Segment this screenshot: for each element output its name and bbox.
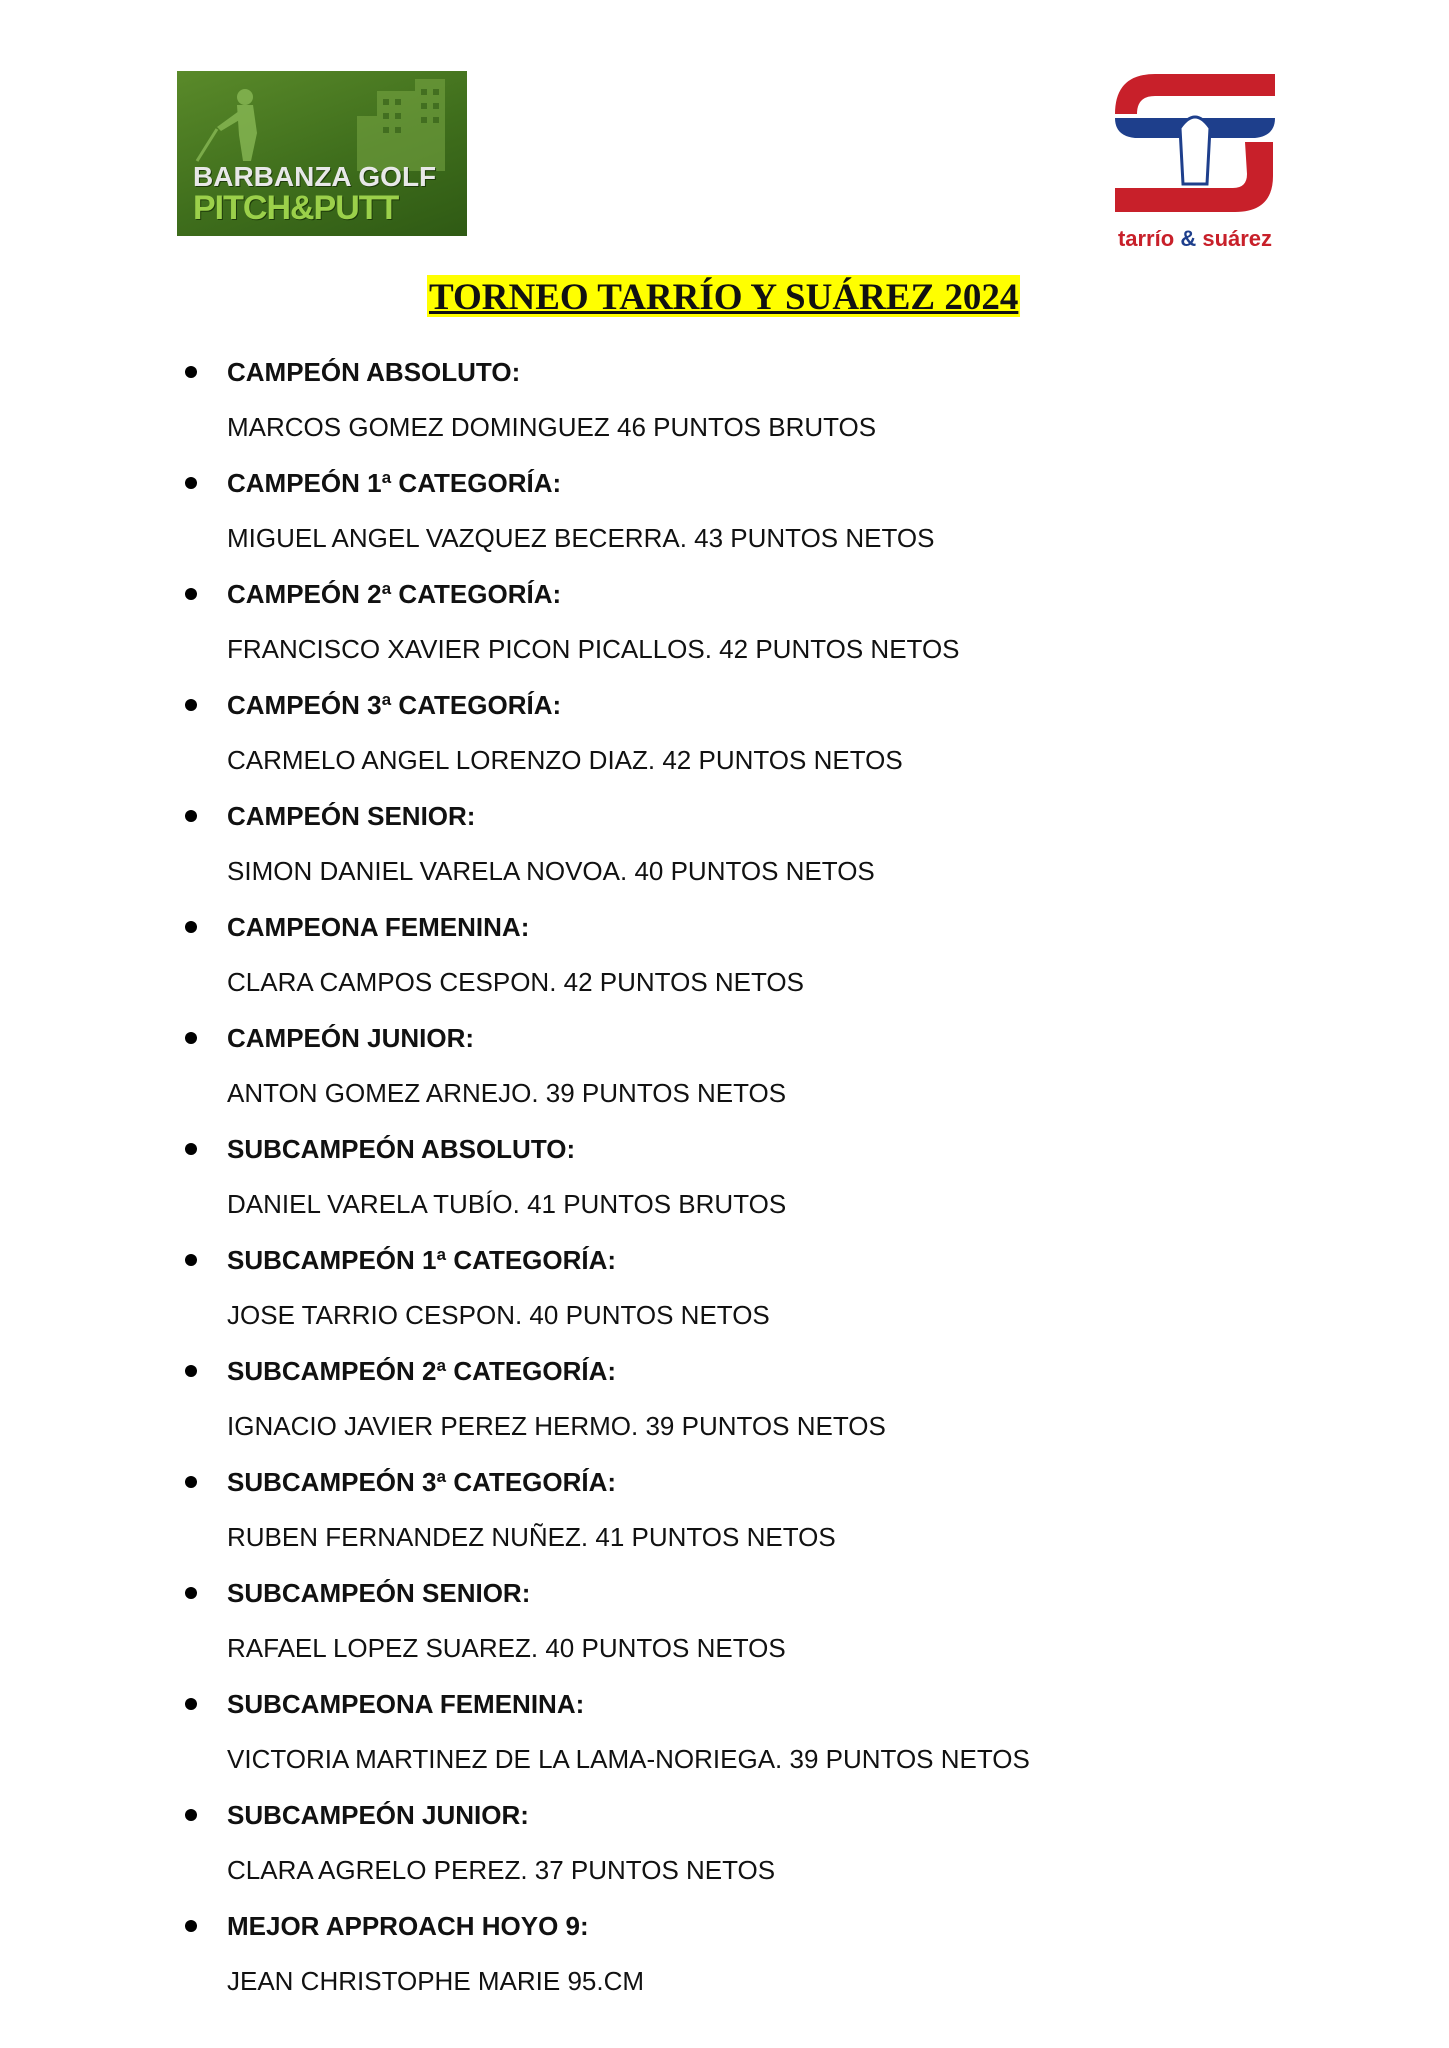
award-label: CAMPEÓN 2ª CATEGORÍA:: [227, 579, 562, 609]
bullet-icon: [185, 588, 197, 600]
brand-part-2: suárez: [1202, 226, 1273, 251]
list-item: [0, 1795, 1449, 1906]
brand-connector: &: [1180, 226, 1197, 251]
award-winner: ANTON GOMEZ ARNEJO. 39 PUNTOS NETOS: [227, 1078, 787, 1108]
tarrio-suarez-logo: [1095, 66, 1295, 256]
award-winner: RAFAEL LOPEZ SUAREZ. 40 PUNTOS NETOS: [227, 1633, 786, 1663]
list-item: [0, 463, 1449, 574]
award-winner: IGNACIO JAVIER PEREZ HERMO. 39 PUNTOS NETOS: [227, 1411, 886, 1441]
barbanza-golf-logo: [177, 71, 467, 236]
list-item: [0, 796, 1449, 907]
list-item: [0, 1018, 1449, 1129]
award-label: SUBCAMPEÓN JUNIOR:: [227, 1800, 529, 1830]
bullet-icon: [185, 1476, 197, 1488]
award-label: SUBCAMPEÓN 3ª CATEGORÍA:: [227, 1467, 617, 1497]
award-label: CAMPEÓN SENIOR:: [227, 801, 476, 831]
award-label: CAMPEÓN JUNIOR:: [227, 1023, 475, 1053]
bullet-icon: [185, 1587, 197, 1599]
award-winner: JEAN CHRISTOPHE MARIE 95.CM: [227, 1966, 645, 1996]
list-item: [0, 1129, 1449, 1240]
award-winner: CLARA CAMPOS CESPON. 42 PUNTOS NETOS: [227, 967, 804, 997]
award-winner: VICTORIA MARTINEZ DE LA LAMA-NORIEGA. 39 PUNTOS NETOS: [227, 1744, 1030, 1774]
award-label: SUBCAMPEÓN ABSOLUTO:: [227, 1134, 576, 1164]
logo-line-1: BARBANZA GOLF: [193, 161, 437, 192]
list-item: [0, 1906, 1449, 2017]
award-winner: FRANCISCO XAVIER PICON PICALLOS. 42 PUNTOS NETOS: [227, 634, 960, 664]
bullet-icon: [185, 477, 197, 489]
bullet-icon: [185, 1920, 197, 1932]
award-label: SUBCAMPEONA FEMENINA:: [227, 1689, 585, 1719]
award-winner: SIMON DANIEL VARELA NOVOA. 40 PUNTOS NETOS: [227, 856, 875, 886]
brand-part-1: tarrío: [1117, 226, 1175, 251]
award-winner: CARMELO ANGEL LORENZO DIAZ. 42 PUNTOS NETOS: [227, 745, 903, 775]
bullet-icon: [185, 921, 197, 933]
list-item: [0, 1351, 1449, 1462]
list-item: [0, 685, 1449, 796]
award-winner: MARCOS GOMEZ DOMINGUEZ 46 PUNTOS BRUTOS: [227, 412, 877, 442]
list-item: [0, 907, 1449, 1018]
list-item: [0, 574, 1449, 685]
list-item: [0, 1684, 1449, 1795]
bullet-icon: [185, 810, 197, 822]
list-item: [0, 1573, 1449, 1684]
logo-line-2: PITCH&PUTT: [193, 189, 399, 227]
bullet-icon: [185, 1365, 197, 1377]
award-label: CAMPEÓN 3ª CATEGORÍA:: [227, 690, 562, 720]
award-label: SUBCAMPEÓN 2ª CATEGORÍA:: [227, 1356, 617, 1386]
results-list: [0, 352, 1449, 2017]
bullet-icon: [185, 366, 197, 378]
page-title: TORNEO TARRÍO Y SUÁREZ 2024: [429, 277, 1019, 318]
award-label: CAMPEONA FEMENINA:: [227, 912, 530, 942]
list-item: [0, 1240, 1449, 1351]
bullet-icon: [185, 1254, 197, 1266]
award-label: CAMPEÓN 1ª CATEGORÍA:: [227, 468, 562, 498]
list-item: [0, 1462, 1449, 1573]
award-winner: JOSE TARRIO CESPON. 40 PUNTOS NETOS: [227, 1300, 770, 1330]
brand-caption: [1095, 226, 1295, 252]
ts-monogram-icon: [1095, 66, 1295, 226]
award-label: CAMPEÓN ABSOLUTO:: [227, 357, 521, 387]
bullet-icon: [185, 1032, 197, 1044]
bullet-icon: [185, 1143, 197, 1155]
bullet-icon: [185, 699, 197, 711]
award-label: MEJOR APPROACH HOYO 9:: [227, 1911, 589, 1941]
list-item: [0, 352, 1449, 463]
award-winner: MIGUEL ANGEL VAZQUEZ BECERRA. 43 PUNTOS NETOS: [227, 523, 935, 553]
award-winner: RUBEN FERNANDEZ NUÑEZ. 41 PUNTOS NETOS: [227, 1522, 836, 1552]
award-winner: DANIEL VARELA TUBÍO. 41 PUNTOS BRUTOS: [227, 1189, 787, 1219]
award-label: SUBCAMPEÓN 1ª CATEGORÍA:: [227, 1245, 617, 1275]
bullet-icon: [185, 1809, 197, 1821]
award-winner: CLARA AGRELO PEREZ. 37 PUNTOS NETOS: [227, 1855, 776, 1885]
award-label: SUBCAMPEÓN SENIOR:: [227, 1578, 531, 1608]
bullet-icon: [185, 1698, 197, 1710]
